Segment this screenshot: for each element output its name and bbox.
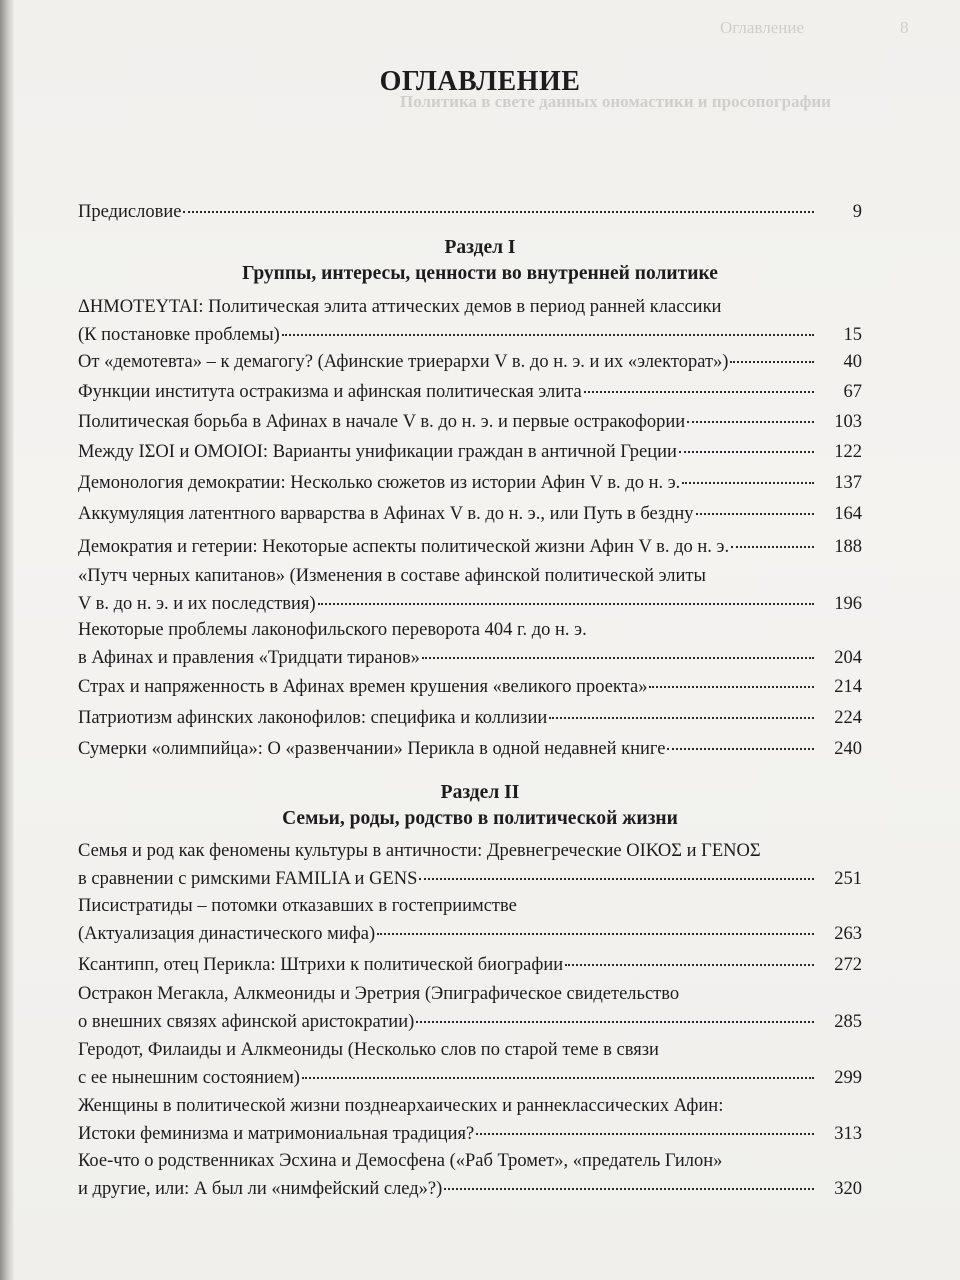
toc-entry-title-line1: Остракон Мегакла, Алкмеониды и Эретрия (Эпиграфическое свидетельство [78,984,680,1004]
toc-entry-title: От «демотевта» – к демагогу? (Афинские триерархи V в. до н. э. и их «электорат») [78,352,729,372]
toc-entry[interactable] [78,378,862,406]
toc-entry-title: Ксантипп, отец Перикла: Штрихи к политической биографии [78,955,564,975]
toc-entry-title: Между ΙΣΟΙ и ΟΜΟΙΟΙ: Варианты унификации граждан в античной Греции [78,442,677,462]
toc-entry[interactable] [78,616,862,672]
toc-entry-title-line2: Истоки феминизма и матримониальная традиция? [78,1124,475,1144]
leader-dots [584,390,814,393]
toc-entry[interactable] [78,293,862,349]
leader-dots [549,716,814,719]
toc-entry[interactable] [78,980,862,1036]
toc-entry-title-line1: Кое-что о родственниках Эсхина и Демосфена («Раб Тромет», «предатель Гилон» [78,1151,723,1171]
toc-page-number: 320 [834,1179,862,1199]
toc-entry-title-line1: ΔΗΜΟΤΕΥΤΑΙ: Политическая элита аттических демов в период ранней классики [78,297,722,317]
toc-entry-title-line2: в Афинах и правления «Тридцати тиранов» [78,648,420,668]
leader-dots [416,1020,814,1023]
toc-entry[interactable] [78,951,862,979]
toc-entry[interactable] [78,735,862,763]
toc-entry[interactable] [78,1092,862,1148]
toc-entry-title: Демонология демократии: Несколько сюжетов из истории Афин V в. до н. э. [78,473,681,493]
leader-dots [183,210,814,213]
toc-entry[interactable] [78,704,862,732]
toc-entry[interactable] [78,469,862,497]
toc-entry-title-line1: «Путч черных капитанов» (Изменения в составе афинской политической элиты [78,566,706,586]
leader-dots [649,685,814,688]
toc-page-number: 272 [834,955,862,975]
show-through-page-number: 8 [900,18,909,37]
toc-page-number: 285 [834,1012,862,1032]
toc-entry-title-line2: и другие, или: А был ли «нимфейский след»?) [78,1179,443,1199]
leader-dots [667,747,814,750]
toc-entry-title-line2: (Актуализация династического мифа) [78,924,376,944]
toc-entry-title-line1: Семья и род как феномены культуры в античности: Древнегреческие ΟΙΚΟΣ и ΓΕΝΟΣ [78,841,761,861]
toc-entry[interactable] [78,348,862,376]
toc-page-number: 40 [843,352,862,372]
toc-entry[interactable] [78,1147,862,1203]
toc-page-number: 9 [852,202,862,222]
section-1-subtitle: Группы, интересы, ценности во внутренней политике [242,263,718,284]
toc-page-number: 15 [843,325,862,345]
toc-page-number: 263 [834,924,862,944]
toc-entry-title: Патриотизм афинских лаконофилов: специфика и коллизии [78,708,548,728]
toc-entry-title-line2: V в. до н. э. и их последствия) [78,594,316,614]
toc-page-number: 224 [834,708,862,728]
section-1-heading: Раздел I [444,237,516,258]
leader-dots [282,333,814,336]
toc-page-number: 313 [834,1124,862,1144]
toc-page-number: 137 [834,473,862,493]
toc-entry-title: Функции института остракизма и афинская политическая элита [78,382,582,402]
toc-entry[interactable] [78,533,862,561]
toc-entry[interactable] [78,673,862,701]
toc-entry-title-line1: Женщины в политической жизни позднеархаических и раннеклассических Афин: [78,1096,724,1116]
toc-page-number: 251 [834,869,862,889]
leader-dots [687,420,814,423]
toc-entry[interactable] [78,892,862,948]
toc-entry-title: Предисловие [78,202,182,222]
section-2-heading: Раздел II [440,782,520,803]
toc-page-number: 196 [834,594,862,614]
toc-entry-title-line2: с ее нынешним состоянием) [78,1068,300,1088]
toc-entry[interactable] [78,500,862,528]
toc-page-number: 164 [834,504,862,524]
toc-entry[interactable] [78,837,862,893]
leader-dots [302,1076,814,1079]
toc-entry-title-line1: Некоторые проблемы лаконофильского переворота 404 г. до н. э. [78,620,587,640]
toc-entry-title: Сумерки «олимпийца»: О «развенчании» Перикла в одной недавней книге [78,739,666,759]
toc-entry-title: Демократия и гетерии: Некоторые аспекты политической жизни Афин V в. до н. э. [78,537,730,557]
toc-entry-title: Аккумуляция латентного варварства в Афинах V в. до н. э., или Путь в бездну [78,504,694,524]
toc-entry-title-line2: в сравнении с римскими FAMILIA и GENS [78,869,418,889]
toc-entry[interactable] [78,1036,862,1092]
leader-dots [318,602,814,605]
leader-dots [682,481,814,484]
toc-entry-title-line2: (К постановке проблемы) [78,325,280,345]
leader-dots [565,963,814,966]
toc-page-number: 122 [834,442,862,462]
toc-entry-title: Политическая борьба в Афинах в начале V в. до н. э. и первые остракофории [78,412,686,432]
leader-dots [731,545,814,548]
show-through-header: Оглавление [720,18,804,37]
toc-page-number: 214 [834,677,862,697]
toc-page-number: 299 [834,1068,862,1088]
book-spine-shadow [0,0,14,1280]
leader-dots [679,450,814,453]
toc-entry[interactable] [78,408,862,436]
toc-entry-title: Страх и напряженность в Афинах времен крушения «великого проекта» [78,677,648,697]
section-2-subtitle: Семьи, роды, родство в политической жизни [282,808,678,829]
show-through-heading: Политика в свете данных ономастики и просопографии [400,92,831,111]
toc-page-number: 103 [834,412,862,432]
leader-dots [419,877,814,880]
leader-dots [730,360,814,363]
toc-page-number: 240 [834,739,862,759]
page-title: ОГЛАВЛЕНИЕ [379,66,581,97]
leader-dots [422,656,814,659]
leader-dots [377,932,814,935]
toc-page-number: 188 [834,537,862,557]
toc-entry-title-line1: Писистратиды – потомки отказавших в гостеприимстве [78,896,517,916]
leader-dots [696,512,814,515]
leader-dots [476,1132,814,1135]
toc-entry-preface[interactable] [78,198,862,226]
toc-entry[interactable] [78,562,862,618]
toc-page-number: 204 [834,648,862,668]
toc-entry-title-line1: Геродот, Филаиды и Алкмеониды (Несколько слов по старой теме в связи [78,1040,659,1060]
toc-entry[interactable] [78,438,862,466]
toc-entry-title-line2: о внешних связях афинской аристократии) [78,1012,415,1032]
leader-dots [444,1187,814,1190]
toc-page-number: 67 [843,382,862,402]
